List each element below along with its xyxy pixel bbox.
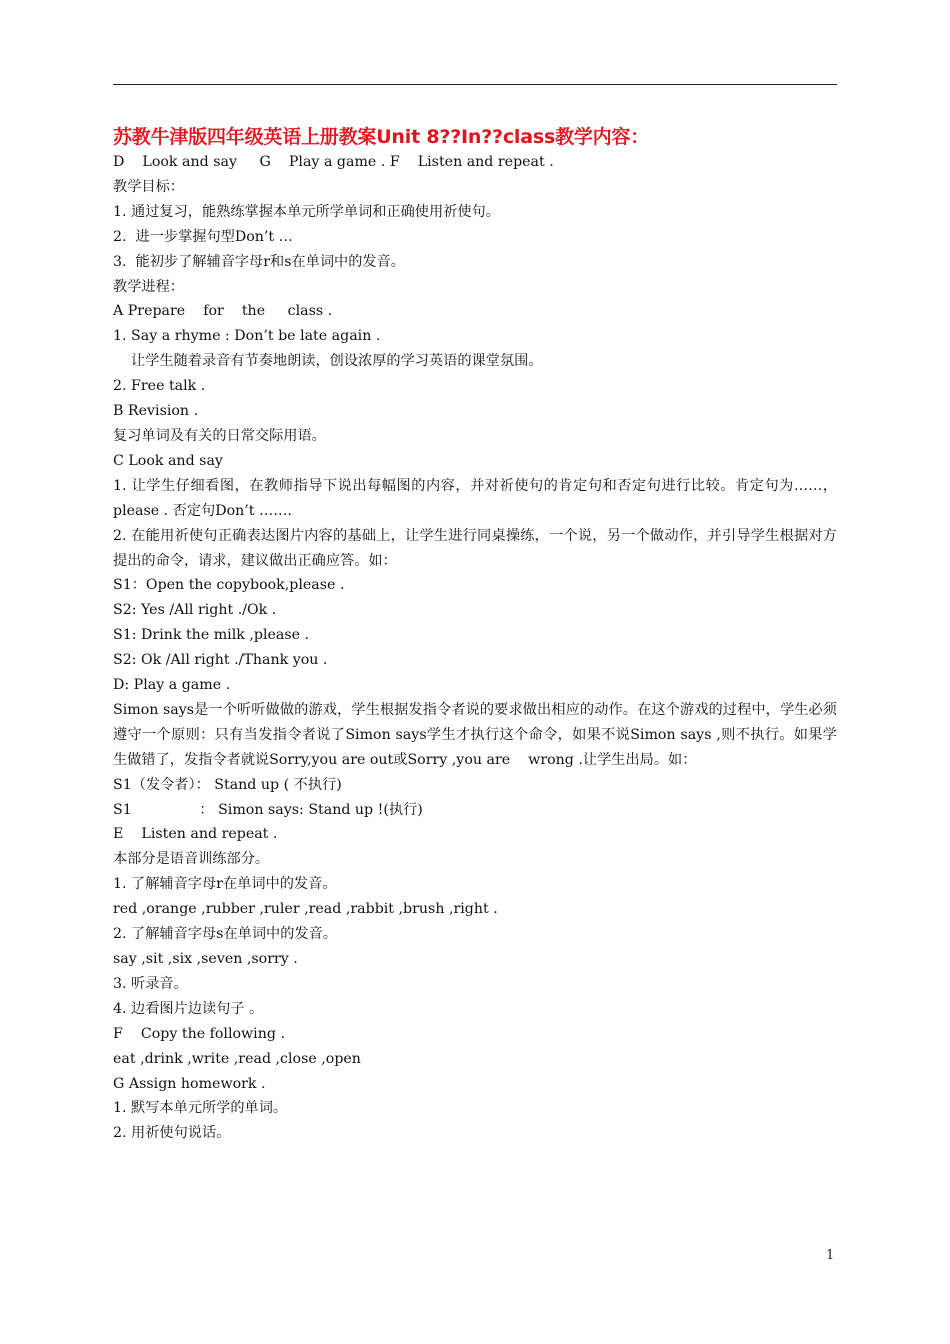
line-section-d: D: Play a game . (113, 677, 231, 694)
line-dialogue-2: S2: Yes /All right ./Ok . (113, 602, 277, 619)
line-objective-1: 1. 通过复习，能熟练掌握本单元所学单词和正确使用祈使句。 (113, 203, 500, 220)
line-section-c: C Look and say (113, 452, 223, 469)
line-g-1: 1. 默写本单元所学的单词。 (113, 1100, 288, 1117)
line-a-1: 1. Say a rhyme : Don’t be late again . (113, 328, 381, 345)
document-title: 苏教牛津版四年级英语上册教案Unit 8??In??class教学内容： (113, 126, 650, 148)
header-rule (113, 84, 837, 85)
line-a-2: 2. Free talk . (113, 378, 206, 395)
line-objective-3: 3. 能初步了解辅音字母r和s在单词中的发音。 (113, 253, 405, 270)
line-section-e: E Listen and repeat . (113, 826, 278, 843)
line-section-a: A Prepare for the class . (113, 303, 333, 320)
line-dialogue-4: S2: Ok /All right ./Thank you . (113, 652, 328, 669)
line-e-4: 4. 边看图片边读句子 。 (113, 1000, 264, 1017)
paragraph-c-1: 1. 让学生仔细看图，在教师指导下说出每幅图的内容，并对祈使句的肯定句和否定句进行比较。肯定句为……， please . 否定句Don’t ……. (113, 477, 842, 519)
line-b-note: 复习单词及有关的日常交际用语。 (113, 427, 326, 444)
line-e-1: 1. 了解辅音字母r在单词中的发音。 (113, 876, 337, 893)
line-sections: D Look and say G Play a game . F Listen and repeat . (113, 154, 554, 170)
line-section-g: G Assign homework . (113, 1075, 266, 1092)
line-section-f: F Copy the following . (113, 1025, 285, 1042)
line-e-2-words: say ,sit ,six ,seven ,sorry . (113, 951, 298, 967)
line-objective-2: 2. 进一步掌握句型Don’t … (113, 228, 293, 245)
line-e-3: 3. 听录音。 (113, 975, 188, 992)
line-example-1: S1（发令者）： Stand up ( 不执行) (113, 776, 342, 793)
line-e-2: 2. 了解辅音字母s在单词中的发音。 (113, 926, 337, 943)
page-number: 1 (826, 1248, 835, 1263)
line-g-2: 2. 用祈使句说话。 (113, 1125, 231, 1142)
line-procedure-heading: 教学进程： (113, 278, 184, 295)
line-a-1-note: 让学生随着录音有节奏地朗读，创设浓厚的学习英语的课堂氛围。 (113, 353, 543, 370)
line-example-2: S1 ： Simon says: Stand up !(执行) (113, 801, 423, 818)
line-objectives-heading: 教学目标： (113, 178, 184, 195)
line-dialogue-1: S1：Open the copybook,please . (113, 577, 345, 594)
line-e-note: 本部分是语音训练部分。 (113, 851, 270, 868)
line-dialogue-3: S1: Drink the milk ,please . (113, 627, 310, 644)
paragraph-c-2: 2. 在能用祈使句正确表达图片内容的基础上，让学生进行同桌操练，一个说，另一个做动作，并引导学生根据对方提出的命令，请求，建议做出正确应答。如： (113, 527, 837, 569)
line-e-1-words: red ,orange ,rubber ,ruler ,read ,rabbit ,brush ,right . (113, 901, 498, 918)
line-f-words: eat ,drink ,write ,read ,close ,open (113, 1050, 361, 1067)
paragraph-simon-says: Simon says是一个听听做做的游戏，学生根据发指令者说的要求做出相应的动作。在这个游戏的过程中，学生必须遵守一个原则：只有当发指令者说了Simon says学生才执行这个命令，如果不说Simon says ,则不执行。如果学生做错了，发指令者就说Sorry,you are out或Sorry ,you are wrong .让学生出局。如： (113, 701, 837, 768)
line-section-b: B Revision . (113, 403, 199, 420)
document-body (113, 124, 842, 1146)
